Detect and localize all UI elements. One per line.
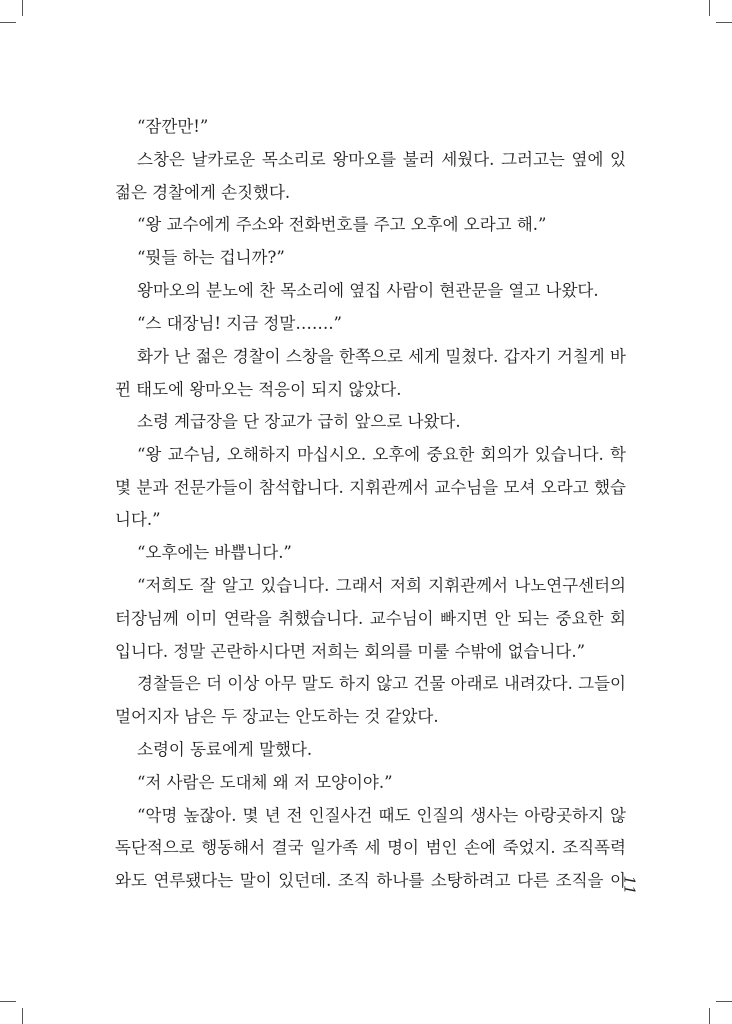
text-line: “스 대장님! 지금 정말…….”: [137, 314, 342, 333]
crop-mark: [716, 1001, 732, 1002]
text-line: “저희도 잘 알고 있습니다. 그래서 저희 지휘관께서 나노연구센터의: [137, 576, 626, 595]
text-line: 스창은 날카로운 목소리로 왕마오를 불러 세웠다. 그러고는 옆에 있: [137, 150, 626, 169]
text-line: 멀어지자 남은 두 장교는 안도하는 것 같았다.: [115, 707, 439, 726]
text-line: “잠깐만!”: [137, 117, 209, 136]
crop-mark: [22, 0, 23, 16]
text-line: 입니다. 정말 곤란하시다면 저희는 회의를 미룰 수밖에 없습니다.”: [115, 642, 586, 661]
text-line: 터장님께 이미 연락을 취했습니다. 교수님이 빠지면 안 되는 중요한 회: [115, 609, 626, 628]
text-line: 화가 난 젊은 경찰이 스창을 한쪽으로 세게 밀쳤다. 갑자기 거칠게 바: [137, 347, 626, 366]
crop-mark: [709, 0, 710, 16]
text-line: “왕 교수에게 주소와 전화번호를 주고 오후에 오라고 해.”: [137, 215, 547, 234]
crop-mark: [716, 22, 732, 23]
text-line: 뀐 태도에 왕마오는 적응이 되지 않았다.: [115, 380, 402, 399]
text-line: 소령이 동료에게 말했다.: [137, 740, 313, 759]
text-line: 경찰들은 더 이상 아무 말도 하지 않고 건물 아래로 내려갔다. 그들이: [137, 674, 626, 693]
text-line: 몇 분과 전문가들이 참석합니다. 지휘관께서 교수님을 모셔 오라고 했습: [115, 478, 626, 497]
crop-mark: [0, 1001, 16, 1002]
text-line: 젊은 경찰에게 손짓했다.: [115, 183, 291, 202]
text-line: “악명 높잖아. 몇 년 전 인질사건 때도 인질의 생사는 아랑곳하지 않: [137, 806, 626, 825]
text-line: 소령 계급장을 단 장교가 급히 앞으로 나왔다.: [137, 412, 461, 431]
text-line: 와도 연루됐다는 말이 있던데. 조직 하나를 소탕하려고 다른 조직을 이: [115, 871, 626, 890]
text-line: 니다.”: [115, 510, 161, 529]
text-line: 독단적으로 행동해서 결국 일가족 세 명이 범인 손에 죽었지. 조직폭력: [115, 838, 626, 857]
text-line: “뭣들 하는 겁니까?”: [137, 248, 285, 267]
crop-mark: [709, 1008, 710, 1024]
page-number: 11: [620, 875, 639, 895]
crop-mark: [0, 22, 16, 23]
crop-mark: [22, 1008, 23, 1024]
text-line: 왕마오의 분노에 찬 목소리에 옆집 사람이 현관문을 열고 나왔다.: [137, 281, 599, 300]
text-line: “왕 교수님, 오해하지 마십시오. 오후에 중요한 회의가 있습니다. 학: [137, 445, 626, 464]
text-line: “저 사람은 도대체 왜 저 모양이야.”: [137, 773, 393, 792]
text-line: “오후에는 바쁩니다.”: [137, 543, 292, 562]
